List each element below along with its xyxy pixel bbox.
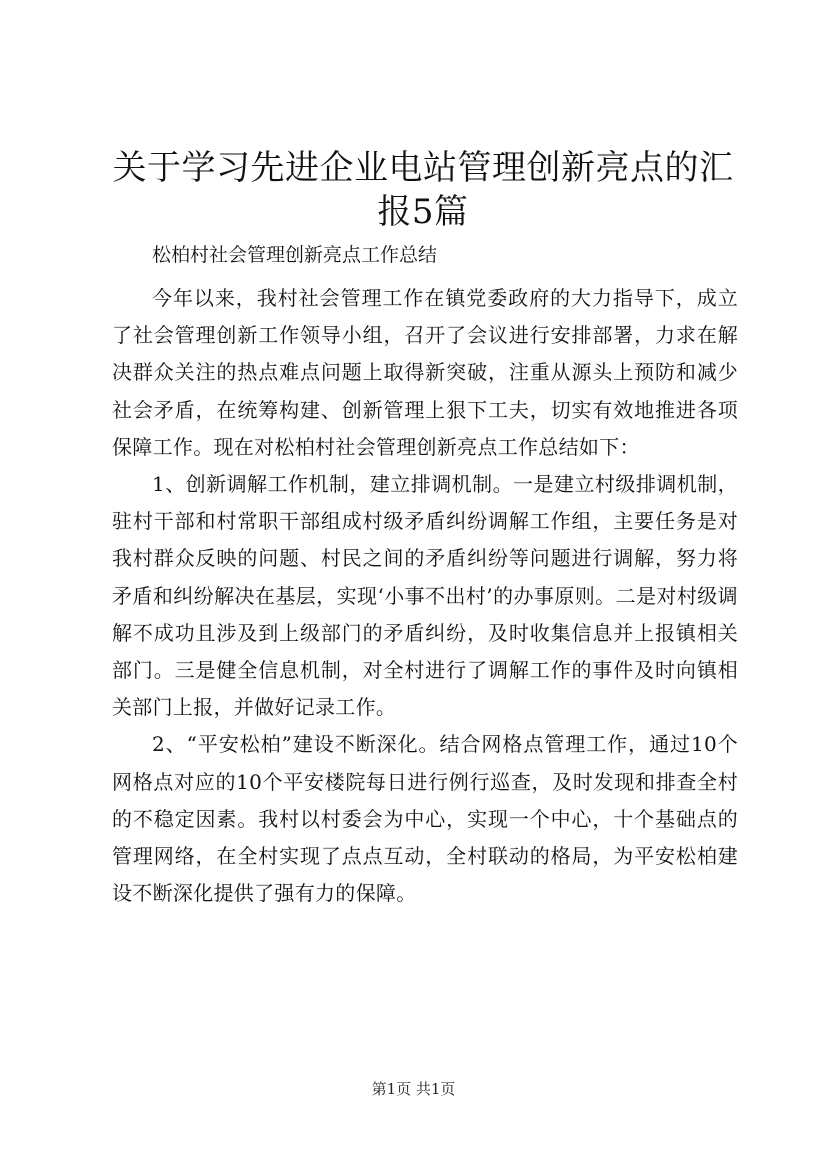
- document-body: [112, 280, 738, 912]
- paragraph-item-1: 1、创新调解工作机制，建立排调机制。一是建立村级排调机制，驻村干部和村常职干部组成村级矛盾纠纷调解工作组，主要任务是对我村群众反映的问题、村民之间的矛盾纠纷等问题进行调解，努力将矛盾和纠纷解决在基层，实现‘小事不出村’的办事原则。二是对村级调解不成功且涉及到上级部门的矛盾纠纷，及时收集信息并上报镇相关部门。三是健全信息机制，对全村进行了调解工作的事件及时向镇相关部门上报，并做好记录工作。: [112, 472, 738, 720]
- document-subtitle: 松柏村社会管理创新亮点工作总结: [152, 244, 438, 266]
- page-footer: 第1页 共1页: [371, 1080, 456, 1098]
- paragraph-item-2: 2、“平安松柏”建设不断深化。结合网格点管理工作，通过10个网格点对应的10个平安楼院每日进行例行巡查，及时发现和排查全村的不稳定因素。我村以村委会为中心，实现一个中心，十个基础点的管理网络，在全村实现了点点互动，全村联动的格局，为平安松柏建设不断深化提供了强有力的保障。: [112, 732, 738, 906]
- document-title: 关于学习先进企业电站管理创新亮点的汇报5篇: [112, 148, 734, 232]
- paragraph-intro: 今年以来，我村社会管理工作在镇党委政府的大力指导下，成立了社会管理创新工作领导小组，召开了会议进行安排部署，力求在解决群众关注的热点难点问题上取得新突破，注重从源头上预防和减少社会矛盾，在统筹构建、创新管理上狠下工夫，切实有效地推进各项保障工作。现在对松柏村社会管理创新亮点工作总结如下：: [112, 286, 738, 459]
